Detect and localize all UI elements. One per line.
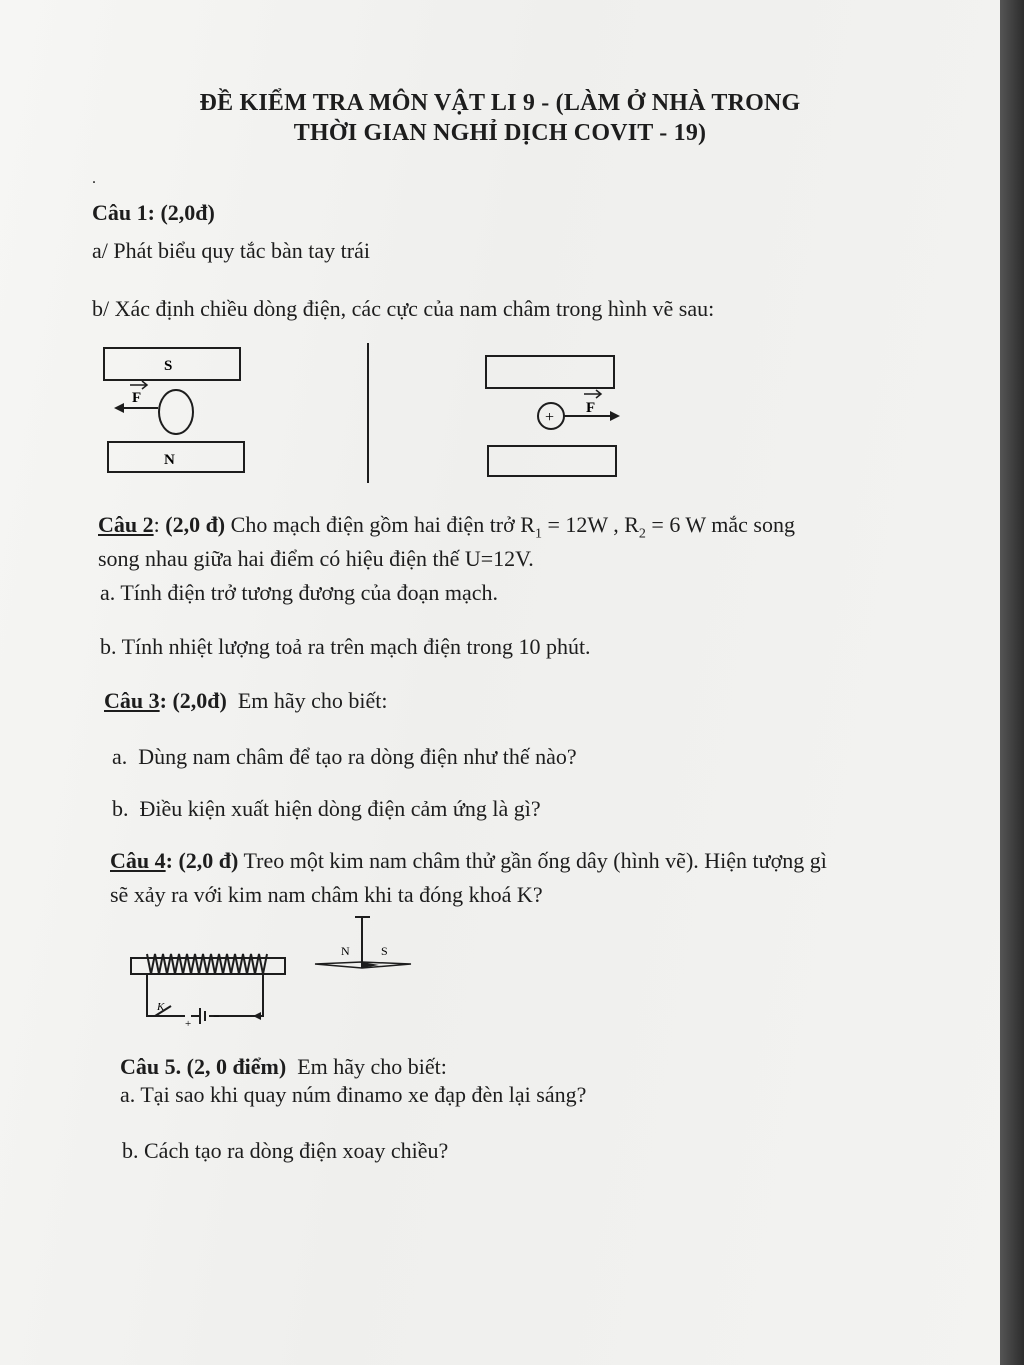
battery-plus-label: + xyxy=(185,1018,192,1030)
magnet-bottom-pole-label: N xyxy=(164,452,175,468)
force-label: F xyxy=(132,390,142,406)
q2-line-2: song nhau giữa hai điểm có hiệu điện thế U=12V. xyxy=(98,546,534,571)
q1-figure-magnet-charge xyxy=(480,350,630,480)
q3-a-text: Dùng nam châm để tạo ra dòng điện như thế nào? xyxy=(138,744,577,769)
q3-part-a xyxy=(112,744,577,770)
q3-b-text: Điều kiện xuất hiện dòng điện cảm ứng là gì? xyxy=(139,796,541,821)
force-arrow-head xyxy=(114,403,124,413)
force-vector-arrow xyxy=(130,381,147,389)
q4-points: : (2,0 đ) xyxy=(165,848,239,873)
q1-part-b: b/ Xác định chiều dòng điện, các cực của nam châm trong hình vẽ sau: xyxy=(92,296,715,321)
q5-label: Câu 5. (2, 0 điểm) xyxy=(120,1054,287,1079)
q1-figure-magnet-loop xyxy=(100,340,250,480)
q2-line-1 xyxy=(98,512,795,542)
magnet-top-pole-label: S xyxy=(164,358,173,374)
q1-part-a: a/ Phát biểu quy tắc bàn tay trái xyxy=(92,238,370,263)
force-label: F xyxy=(586,400,596,416)
magnet-bottom-bar xyxy=(488,446,616,476)
q1-heading: Câu 1: (2,0đ) xyxy=(92,200,215,225)
q5-heading xyxy=(120,1054,447,1080)
r1-subscript: 1 xyxy=(534,526,542,542)
q3-b-marker: b. xyxy=(112,796,129,821)
r2-subscript: 2 xyxy=(638,526,646,542)
q2-points: (2,0 đ) xyxy=(165,512,226,537)
stray-mark: . xyxy=(92,170,96,187)
q4-label: Câu 4 xyxy=(110,848,166,873)
magnet-top-bar xyxy=(486,356,614,388)
q2-part-b: b. Tính nhiệt lượng toả ra trên mạch điện trong 10 phút. xyxy=(100,634,591,659)
force-arrow-head xyxy=(610,411,620,421)
q2-part-a: a. Tính điện trở tương đương của đoạn mạch. xyxy=(100,580,499,605)
paper-edge-shadow xyxy=(1000,0,1024,1365)
exam-title-line-1: ĐỀ KIỂM TRA MÔN VẬT LI 9 - (LÀM Ở NHÀ TRONG xyxy=(199,90,801,116)
q5-text: Em hãy cho biết: xyxy=(297,1054,447,1079)
charge-sign: + xyxy=(545,409,555,426)
q3-points: : (2,0đ) xyxy=(159,688,227,713)
q3-label: Câu 3 xyxy=(104,688,160,713)
needle-south-label: S xyxy=(381,944,388,958)
q2-colon: : xyxy=(153,512,160,537)
q3-heading xyxy=(104,688,388,714)
q5-part-a: a. Tại sao khi quay núm đinamo xe đạp đèn lại sáng? xyxy=(120,1082,587,1107)
q3-part-b xyxy=(112,796,541,822)
q4-text-1: Treo một kim nam châm thử gần ống dây (hình vẽ). Hiện tượng gì xyxy=(243,848,827,873)
force-vector-arrow xyxy=(584,390,601,398)
current-loop xyxy=(159,390,193,434)
switch-label: K xyxy=(157,1001,165,1013)
q4-line-2: sẽ xảy ra với kim nam châm khi ta đóng khoá K? xyxy=(110,882,543,907)
magnet-bottom-bar xyxy=(108,442,244,472)
q3-text: Em hãy cho biết: xyxy=(237,688,388,713)
q2-text-2: = 12W , R xyxy=(541,512,639,537)
q2-text-1: Cho mạch điện gồm hai điện trở R xyxy=(230,512,535,537)
q3-a-marker: a. xyxy=(112,744,128,769)
wire-arrow-head xyxy=(253,1012,261,1020)
needle-north-label: N xyxy=(341,944,350,958)
q5-part-b: b. Cách tạo ra dòng điện xoay chiều? xyxy=(122,1138,449,1163)
q2-label: Câu 2 xyxy=(98,512,154,537)
exam-title-line-2: THỜI GIAN NGHỈ DỊCH COVIT - 19) xyxy=(293,120,707,146)
figure-divider xyxy=(365,343,371,483)
battery-minus-label: − xyxy=(213,1009,220,1023)
q4-line-1 xyxy=(110,848,827,874)
q2-text-3: = 6 W mắc song xyxy=(645,512,795,537)
q4-figure-solenoid-needle xyxy=(125,912,425,1034)
